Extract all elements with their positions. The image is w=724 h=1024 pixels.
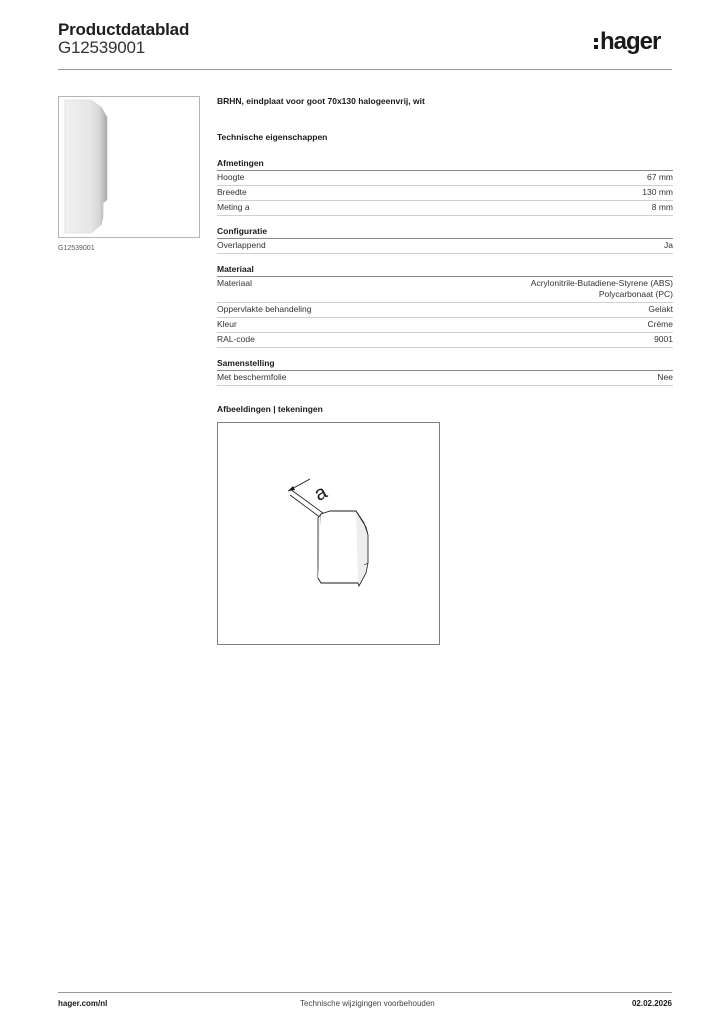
footer-disclaimer: Technische wijzigingen voorbehouden [300, 999, 435, 1008]
property-row [217, 186, 673, 201]
property-value [531, 278, 673, 300]
technical-drawing [217, 422, 440, 645]
group-title: Configuratie [217, 226, 673, 239]
property-value: 67 mm [647, 172, 673, 182]
logo-dots-icon [594, 38, 598, 49]
footer-divider [58, 992, 672, 993]
footer-date: 02.02.2026 [631, 999, 672, 1008]
property-value: Gelakt [648, 304, 673, 314]
dimension-label: a [310, 481, 331, 506]
property-row [217, 371, 673, 386]
property-value: 130 mm [642, 187, 673, 197]
group-title: Afmetingen [217, 158, 673, 171]
product-details [217, 96, 673, 396]
property-label: Hoogte [217, 172, 245, 182]
property-label: Breedte [217, 187, 247, 197]
property-row [217, 277, 673, 303]
technical-properties-heading: Technische eigenschappen [217, 132, 328, 142]
property-label: Kleur [217, 319, 237, 329]
property-label: RAL-code [217, 334, 255, 344]
logo-text: hager [600, 28, 661, 55]
property-label: Oppervlakte behandeling [217, 304, 312, 314]
end-plate-image [59, 97, 199, 237]
arrow-head-icon [288, 486, 295, 491]
hager-logo [594, 28, 660, 56]
property-row [217, 201, 673, 216]
group-dimensions [217, 158, 673, 216]
header-title: Productdatablad [58, 20, 190, 39]
plate-side [356, 511, 368, 586]
thumbnail-caption: G12539001 [58, 245, 95, 252]
end-plate-drawing [218, 423, 439, 644]
property-value-line: Acrylonitrile-Butadiene-Styrene (ABS) [530, 278, 673, 288]
group-composition [217, 358, 673, 386]
header-divider [58, 69, 672, 70]
property-row [217, 333, 673, 348]
property-value: Crème [647, 319, 673, 329]
group-material [217, 264, 673, 348]
property-row [217, 303, 673, 318]
property-label: Materiaal [217, 278, 252, 288]
footer-website[interactable]: hager.com/nl [58, 999, 108, 1008]
header-product-code: G12539001 [58, 38, 146, 57]
property-row [217, 318, 673, 333]
property-label: Met beschermfolie [217, 372, 287, 382]
group-title: Materiaal [217, 264, 673, 277]
property-value: Ja [664, 240, 673, 250]
property-value: Nee [657, 372, 673, 382]
property-value-line: Polycarbonaat (PC) [598, 289, 673, 299]
property-row [217, 239, 673, 254]
property-value: 9001 [654, 334, 673, 344]
property-label: Overlappend [217, 240, 266, 250]
property-label: Meting a [217, 202, 250, 212]
group-title: Samenstelling [217, 358, 673, 371]
drawings-heading: Afbeeldingen | tekeningen [217, 404, 323, 414]
property-value: 8 mm [651, 202, 673, 212]
property-row [217, 171, 673, 186]
product-thumbnail [58, 96, 200, 238]
group-configuration [217, 226, 673, 254]
product-description: BRHN, eindplaat voor goot 70x130 halogeenvrij, wit [217, 96, 425, 106]
